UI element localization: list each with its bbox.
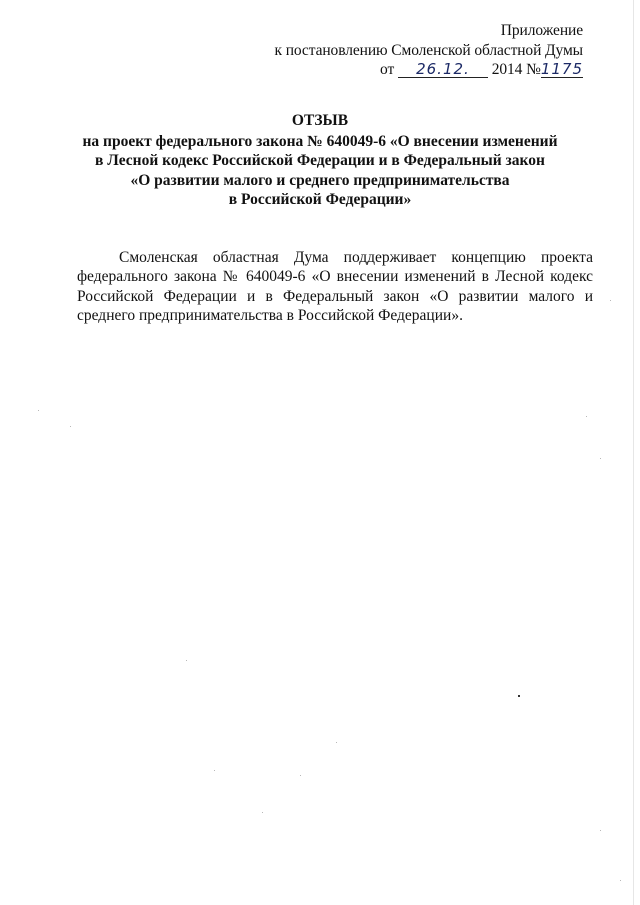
date-prefix: от: [380, 61, 395, 78]
title-heading: ОТЗЫВ: [291, 112, 349, 129]
title-line-3: «О развитии малого и среднего предпринимательства: [130, 171, 510, 189]
appendix-resolution-ref: к постановлению Смоленской областной Думы: [274, 41, 583, 59]
title-line-1: на проект федерального закона № 640049-6 «О внесении изменений: [82, 132, 558, 150]
document-title: [0, 111, 640, 210]
appendix-header: [203, 21, 583, 80]
appendix-label: Приложение: [500, 22, 583, 39]
year-and-number-label: 2014 №: [491, 61, 541, 78]
body-paragraph: Смоленская областная Дума поддерживает концепцию проекта федерального закона № 640049-6 «О внесении изменений в Лесной кодекс Российской Федерации и в Федеральный закон «О развитии малого и среднего предпринимательства в Российской Федерации».: [77, 248, 593, 324]
appendix-date-number-line: [203, 60, 583, 80]
title-line-2: в Лесной кодекс Российской Федерации и в Федеральный закон: [95, 152, 545, 169]
handwritten-number: 1175: [540, 60, 583, 78]
title-line-4: в Российской Федерации»: [228, 191, 412, 208]
handwritten-date: 26.12.: [398, 62, 488, 78]
